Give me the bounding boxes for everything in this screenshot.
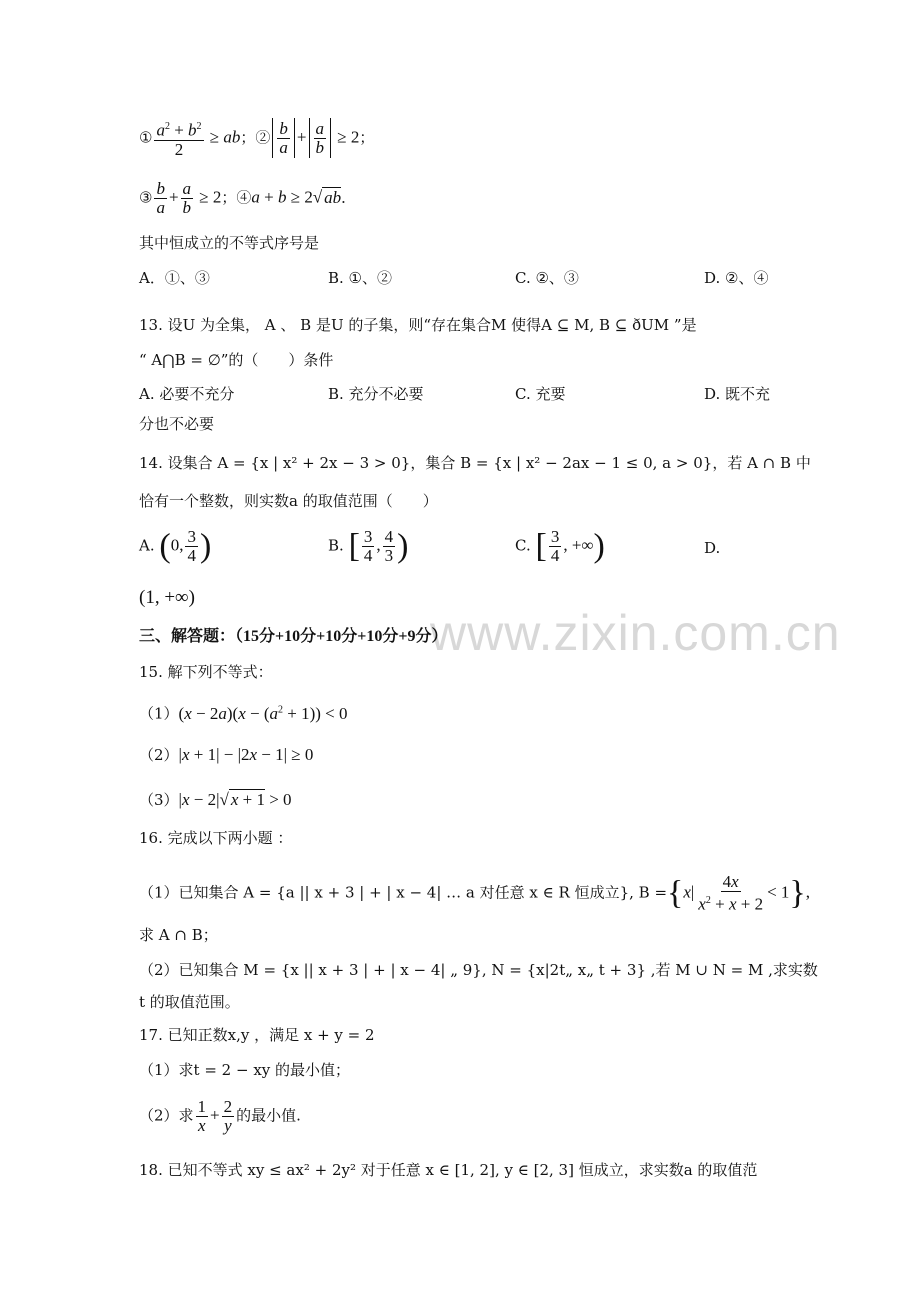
q12-option-c[interactable]: C. ②、③	[515, 269, 579, 287]
q12-stem: 其中恒成立的不等式序号是	[139, 234, 320, 252]
q12-ineq-line-2: ③ $\frac{b}{a}$ + $\frac{a}{b}$ ≥ 2；④a + b ≥ 2√ ab．	[139, 179, 357, 217]
q13-option-b[interactable]: B. 充分不必要	[328, 385, 424, 403]
q16-part-1: （1）已知集合 A = {a || x + 3 | + | x − 4| … a 对任意 x ∈ R 恒成立}, B ={x| $\frac{4x}{x^2 + x + 2}$ < 1},	[139, 872, 810, 914]
q14-option-a[interactable]: A. (0, $\frac{3}{4}$ )	[139, 527, 212, 565]
q18-stem: 18. 已知不等式 xy ≤ ax² + 2y² 对于任意 x ∈ [1, 2], y ∈ [2, 3] 恒成立，求实数a 的取值范	[139, 1161, 758, 1179]
q13-option-c[interactable]: C. 充要	[515, 385, 566, 403]
q12-ineq-line-1: ① $\frac{a^2 + b^2}{2}$ ≥ ab；② $\frac{b}{a}$ + $\frac{a}{b}$ ≥ 2；	[139, 118, 375, 159]
section-title: 三、解答题：（15分+10分+10分+10分+9分）	[139, 628, 448, 645]
q13-line-1: 13. 设U 为全集， A 、 B 是U 的子集，则“存在集合M 使得A ⊆ M, B ⊆ ðUM ”是	[139, 316, 697, 334]
q16-part-1-wrap: 求 A ∩ B；	[139, 926, 218, 944]
q14-option-d[interactable]: D.	[704, 539, 721, 557]
q14-line-1: 14. 设集合 A = {x | x² + 2x − 3 > 0}，集合 B = {x | x² − 2ax − 1 ≤ 0, a > 0}，若 A ∩ B 中	[139, 454, 811, 472]
q14-line-2: 恰有一个整数，则实数a 的取值范围（ ）	[139, 492, 438, 510]
q14-option-d-value: (1, +∞)	[139, 587, 195, 608]
q14-option-c[interactable]: C. [ $\frac{3}{4}$ , +∞)	[515, 527, 605, 565]
q12-option-b[interactable]: B. ①、②	[328, 269, 393, 287]
q16-part-2: （2）已知集合 M = {x || x + 3 | + | x − 4| „ 9}, N = {x|2t„ x„ t + 3} ,若 M ∪ N = M ,求实数	[139, 961, 818, 979]
q17-stem: 17. 已知正数x,y ，满足 x + y = 2	[139, 1026, 375, 1044]
q15-stem: 15. 解下列不等式：	[139, 663, 273, 681]
q15-part-3: （3）|x − 2|√ x + 1 > 0	[139, 790, 292, 809]
watermark: www.zixin.com.cn	[430, 605, 841, 661]
q16-part-2-wrap: t 的取值范围。	[139, 993, 240, 1011]
q17-part-1: （1）求t = 2 − xy 的最小值；	[139, 1061, 351, 1079]
q13-option-d[interactable]: D. 既不充	[704, 385, 771, 403]
q13-line-2: “ A⋂B = ∅”的（ ）条件	[139, 351, 334, 369]
q15-part-2: （2）|x + 1| − |2x − 1| ≥ 0	[139, 745, 314, 764]
q16-stem: 16. 完成以下两小题 ：	[139, 829, 293, 847]
q17-part-2: （2）求 $\frac{1}{x}$ + $\frac{2}{y}$ 的最小值.	[139, 1097, 301, 1135]
q14-option-b[interactable]: B. [ $\frac{3}{4}$ , $\frac{4}{3}$ )	[328, 527, 409, 565]
q12-option-a[interactable]: A．①、③	[139, 269, 210, 287]
q15-part-1: $(1)(x - 2a)(x - (a^2 + 1)) < 0$	[139, 703, 348, 723]
q12-option-d[interactable]: D. ②、④	[704, 269, 769, 287]
q13-option-d-wrap: 分也不必要	[139, 415, 215, 433]
q13-option-a[interactable]: A. 必要不充分	[139, 385, 235, 403]
